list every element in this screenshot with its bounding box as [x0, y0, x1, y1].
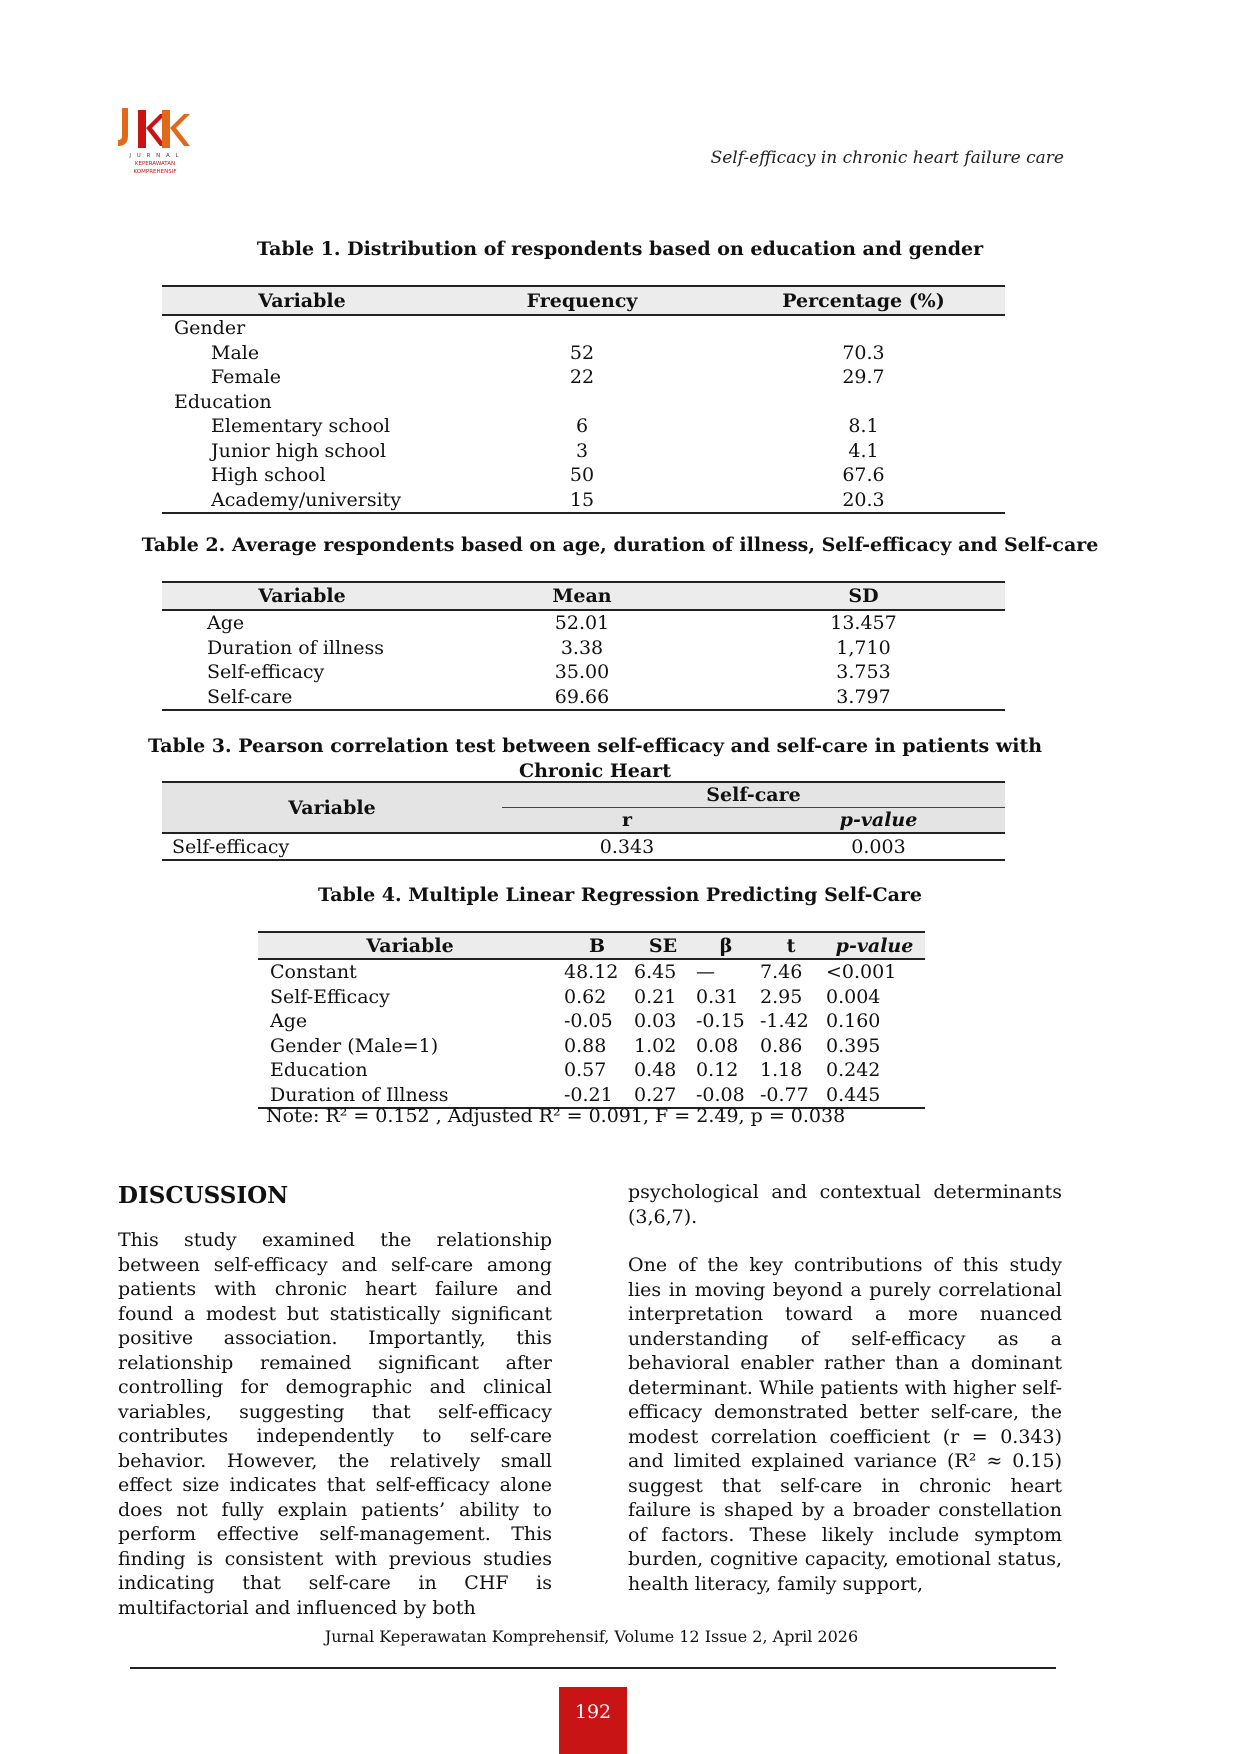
svg-text:KOMPREHENSIF: KOMPREHENSIF — [133, 169, 177, 175]
table4-cell: 0.31 — [696, 985, 739, 1008]
table2-row — [162, 636, 1005, 661]
table3-header-r: r — [502, 808, 752, 834]
table2-cell: 3.753 — [836, 661, 891, 683]
table2-row — [162, 685, 1005, 711]
table4-cell: Constant — [270, 961, 357, 983]
table4-cell: 0.160 — [826, 1010, 881, 1032]
table1-header-percentage: Percentage (%) — [722, 286, 1005, 315]
table1 — [162, 285, 1005, 514]
table4-cell: Self-Efficacy — [270, 985, 390, 1008]
table2-header-sd: SD — [722, 582, 1005, 610]
table4-cell: 0.48 — [634, 1059, 677, 1081]
table4-row — [258, 959, 925, 985]
table4-note: Note: R² = 0.152 , Adjusted R² = 0.091, F = 2.49, p = 0.038 — [266, 1105, 846, 1127]
svg-text:J U R N A L: J U R N A L — [129, 153, 181, 159]
table4-cell: — — [696, 961, 715, 983]
table4-cell: -0.15 — [696, 1010, 745, 1032]
page-number: 192 — [559, 1687, 627, 1754]
table4-cell: 0.27 — [632, 1083, 694, 1109]
table1-caption: Table 1. Distribution of respondents based on education and gender — [256, 238, 984, 260]
table4-cell: Duration of Illness — [258, 1083, 562, 1109]
table4-cell: 1.18 — [760, 1059, 803, 1081]
table3-cell: Self-efficacy — [162, 833, 502, 860]
table4-cell: Education — [270, 1059, 368, 1081]
table1-cell: 6 — [575, 415, 589, 437]
table3-row — [162, 833, 1005, 860]
table1-cell: Female — [211, 366, 282, 388]
table4-row — [258, 1034, 925, 1059]
table2-cell: 3.797 — [722, 685, 1005, 711]
table4-header-p: p-value — [824, 932, 925, 959]
table1-group-row — [162, 390, 1005, 415]
table3-header-selfcare: Self-care — [502, 782, 1005, 808]
table3-cell: 0.003 — [752, 833, 1005, 860]
table2-row — [162, 610, 1005, 636]
table4-header-t: t — [758, 932, 824, 959]
table2-cell: 69.66 — [442, 685, 722, 711]
table4-header-variable: Variable — [258, 932, 562, 959]
table4-cell: 2.95 — [760, 985, 803, 1008]
table4-cell: 0.395 — [826, 1034, 881, 1057]
table1-cell: 70.3 — [842, 341, 885, 364]
table2-cell: Self-efficacy — [207, 661, 325, 683]
table1-cell: 52 — [569, 341, 595, 364]
table4-header-se: SE — [632, 932, 694, 959]
table2-caption: Table 2. Average respondents based on age, duration of illness, Self-efficacy and Self-care — [141, 534, 1099, 556]
table1-group-row — [162, 315, 1005, 341]
table4-cell: 0.21 — [634, 985, 677, 1008]
table4-cell: 7.46 — [760, 961, 803, 983]
table1-cell: 67.6 — [842, 464, 885, 486]
table1-group-label: Gender — [174, 317, 246, 339]
table1-cell: 4.1 — [848, 439, 879, 462]
svg-text:KEPERAWATAN: KEPERAWATAN — [134, 161, 176, 167]
table4-cell: 0.62 — [564, 985, 607, 1008]
table2-header-variable: Variable — [162, 582, 442, 610]
table4-cell: 0.004 — [826, 985, 881, 1008]
table4-cell: -0.08 — [694, 1083, 758, 1109]
table1-row — [162, 365, 1005, 390]
table1-cell: 20.3 — [722, 488, 1005, 514]
table4-cell: 0.08 — [696, 1034, 739, 1057]
table4-cell: -0.21 — [562, 1083, 632, 1109]
table4-cell: 0.03 — [634, 1010, 677, 1032]
table3 — [162, 781, 1005, 861]
table4-row — [258, 1009, 925, 1034]
table2-cell: 35.00 — [554, 661, 610, 683]
logo-mark — [118, 106, 192, 178]
footer-divider — [130, 1667, 1056, 1669]
running-title: Self-efficacy in chronic heart failure care — [710, 148, 1064, 168]
section-heading: DISCUSSION — [118, 1182, 289, 1209]
table4-cell: -0.05 — [564, 1010, 613, 1032]
table1-cell: 29.7 — [842, 366, 885, 388]
table4-cell: <0.001 — [826, 961, 897, 983]
paragraph: psychological and contextual determinants (3,6,7). — [628, 1181, 1062, 1228]
table3-header-variable: Variable — [162, 782, 502, 833]
table4-cell: 0.88 — [564, 1034, 607, 1057]
table3-cell: 0.343 — [502, 833, 752, 860]
table3-caption-line1: Table 3. Pearson correlation test between self-efficacy and self-care in patients with Chronic Heart — [147, 735, 1043, 782]
table4-cell: 0.86 — [760, 1034, 803, 1057]
table1-cell: 15 — [442, 488, 722, 514]
table4-cell: -0.77 — [758, 1083, 824, 1109]
paragraph: One of the key contributions of this study lies in moving beyond a purely correlational interpretation toward a more nuanced understanding of self-efficacy as a behavioral enabler rather than a dominant determinant. While patients with higher self-efficacy demonstrated better self-care, the modest correlation coefficient (r = 0.343) and limited explained variance (R² ≈ 0.15) suggest that self-care in chronic heart failure is shaped by a broader constellation of factors. These likely include symptom burden, cognitive capacity, emotional status, health literacy, family support, — [628, 1254, 1062, 1595]
table4-cell: Age — [270, 1010, 308, 1032]
table4-cell: 48.12 — [564, 961, 619, 983]
footer-journal: Jurnal Keperawatan Komprehensif, Volume 12 Issue 2, April 2026 — [324, 1627, 859, 1646]
table1-row — [162, 463, 1005, 488]
table2-cell: Self-care — [162, 685, 442, 711]
table1-cell: Elementary school — [211, 415, 391, 437]
table2-cell: 52.01 — [554, 612, 610, 634]
table2-cell: Age — [207, 612, 245, 634]
table2-cell: 13.457 — [830, 612, 897, 634]
table4-cell: -1.42 — [760, 1010, 809, 1032]
table2-cell: 1,710 — [836, 636, 891, 659]
table1-cell: 22 — [569, 366, 595, 388]
table1-row — [162, 488, 1005, 514]
table1-cell: 3 — [575, 439, 589, 462]
table4-row — [258, 1058, 925, 1083]
table4-header-beta: β — [694, 932, 758, 959]
table4-row — [258, 985, 925, 1010]
table4 — [258, 931, 925, 1109]
table4-caption: Table 4. Multiple Linear Regression Predicting Self-Care — [317, 884, 923, 906]
table1-header-frequency: Frequency — [442, 286, 722, 315]
table1-cell: 8.1 — [848, 415, 879, 437]
paragraph: This study examined the relationship between self-efficacy and self-care among patients with chronic heart failure and found a modest but statistically significant positive association. Importantly, this relationship remained significant after controlling for demographic and clinical variables, suggesting that self-efficacy contributes independently to self-care behavior. However, the relatively small effect size indicates that self-efficacy alone does not fully explain patients’ ability to perform effective self-management. This finding is consistent with previous studies indicating that self-care in CHF is multifactorial and influenced by both — [118, 1229, 552, 1619]
table3-header-p: p-value — [752, 808, 1005, 834]
table1-header-variable: Variable — [162, 286, 442, 315]
table4-cell: 0.242 — [826, 1059, 881, 1081]
table4-cell: 6.45 — [634, 961, 677, 983]
table4-cell: 0.445 — [824, 1083, 925, 1109]
table2-row — [162, 660, 1005, 685]
table4-cell: 0.12 — [696, 1059, 739, 1081]
table1-cell: Male — [211, 341, 260, 364]
table1-row — [162, 439, 1005, 464]
table4-cell: 0.57 — [564, 1059, 607, 1081]
journal-logo — [118, 106, 192, 178]
table1-group-label: Education — [174, 390, 272, 413]
table1-row — [162, 414, 1005, 439]
table4-cell: 1.02 — [634, 1034, 677, 1057]
table4-cell: Gender (Male=1) — [270, 1034, 439, 1057]
table1-cell: Academy/university — [162, 488, 442, 514]
table1-row — [162, 341, 1005, 366]
table2-cell: Duration of illness — [207, 636, 385, 659]
table2-header-mean: Mean — [442, 582, 722, 610]
table1-cell: High school — [211, 464, 326, 486]
table1-cell: 50 — [569, 464, 595, 486]
table2-cell: 3.38 — [560, 636, 604, 659]
table1-cell: Junior high school — [211, 439, 387, 462]
table4-header-b: B — [562, 932, 632, 959]
table2 — [162, 581, 1005, 711]
